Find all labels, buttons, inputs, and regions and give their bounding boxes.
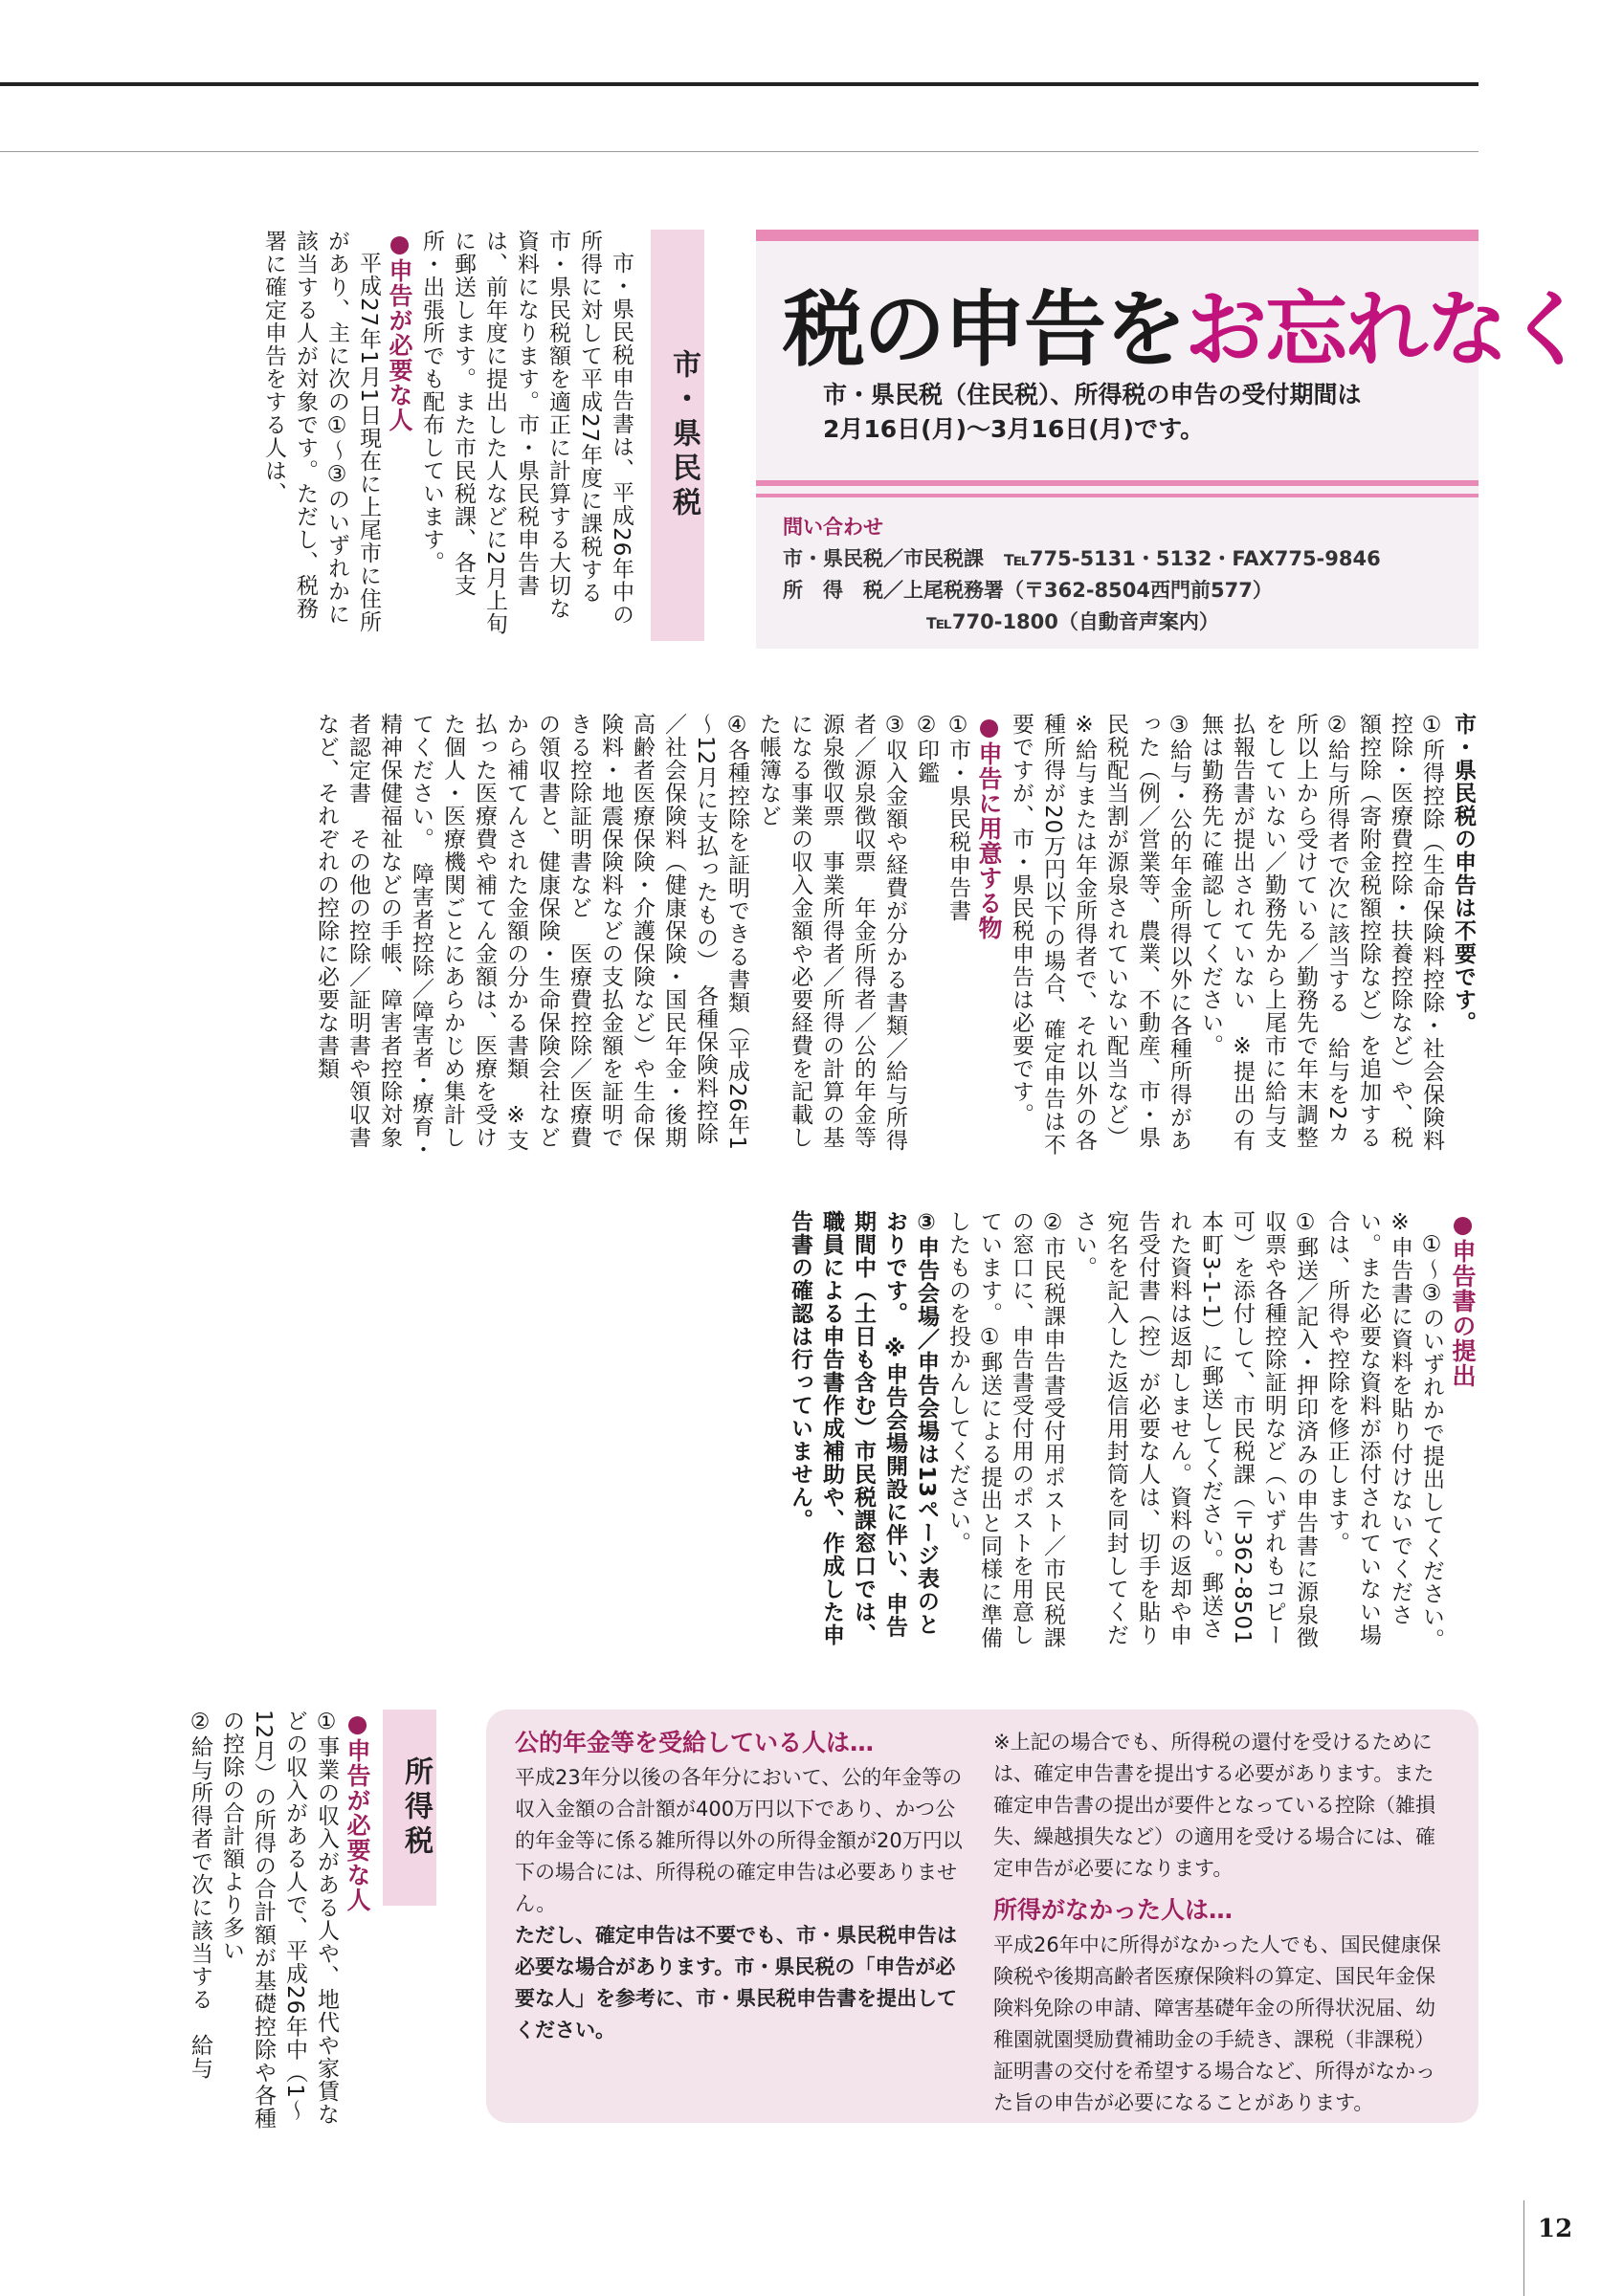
title-part-a: 税の申告を — [783, 282, 1185, 378]
inquiry-income-tax: 所 得 税／上尾税務署（〒362-8504西門前577） — [783, 579, 1273, 602]
city-submit-column — [172, 1210, 1478, 1664]
note-pension-text: 平成23年分以後の各年分において、公的年金等の収入金額の合計額が400万円以下であり、かつ公的年金等に係る雑所得以外の所得金額が20万円以下の場合には、所得税の確定申告は必要ありません。 — [515, 1766, 963, 1915]
bring-item-4: ④各種控除を証明できる書類（平成26年1～12月に支払ったもの） 各種保険料控除／社会保険料（健康保険・国民年金・後期高齢者医療保険・介護保険など）や生命保険料・地震保険料などの支払金額を証明できる控除証明書など 医療費控除／医療費の領収書と、健康保険・生命保険会社などから補てんされた金額の分かる書類 ※支払った医療費や補てん金額は、医療を受けた個人・医療機関ごとにあらかじめ集計してください。 障害者控除／障害者・療育・精神保健福祉などの手帳、障害者控除対象者認定書 その他の控除／証明書や領収書など、それぞれの控除に必要な書類 — [314, 713, 749, 1161]
heading-city-submit: ●申告書の提出 — [1449, 1210, 1477, 1388]
page-number-rule — [1523, 2200, 1524, 2296]
note-heading-no-income: 所得がなかった人は… — [993, 1896, 1234, 1924]
note-box — [486, 1710, 1478, 2123]
inquiry-phone: ℡770-1800（自動音声案内） — [926, 610, 1219, 633]
title-subtitle — [823, 378, 1435, 447]
note-no-income-text: 平成26年中に所得がなかった人でも、国民健康保険税や後期高齢者医療保険料の算定、国民年金保険料免除の申請、障害基礎年金の所得状況届、幼稚園就園奨励費補助金の手続き、課税（非課税）証明書の交付を希望する場合など、所得がなかった旨の申告が必要になることがあります。 — [993, 1933, 1441, 2114]
submit-method-1: ①郵送／記入・押印済みの申告書に源泉徴収票や各種控除証明など（いずれもコピー可）を添付して、市民税課（〒362-8501本町3-1-1）に郵送してください。郵送された資料は返却しません。資料の返却や申告受付書（控）が必要な人は、切手を貼り宛名を記入した返信用封筒を同封してください。 — [1072, 1210, 1318, 1649]
title-box — [756, 230, 1587, 649]
title-top-band — [756, 230, 1478, 241]
heading-city-bring: ●申告に用意する物 — [975, 713, 1003, 940]
title-part-b: お忘れなく — [1185, 282, 1587, 378]
submit-method-3: ③申告会場／申告会場は13ページ表のとおりです。 ※申告会場開設に伴い、申告期間中（土日も含む）市民税課窓口では、職員による申告書作成補助や、作成した申告書の確認は行っていません。 — [788, 1210, 939, 1646]
submit-method-2: ②市民税課申告書受付用ポスト／市民税課の窓口に、申告書受付用のポストを用意しています。①郵送による提出と同様に準備したものを投かんしてください。 — [945, 1210, 1065, 1649]
heading-income-need: ●申告が必要な人 — [344, 1710, 371, 1912]
bring-item-3: ③収入金額や経費が分かる書類／給与所得者／源泉徴収票 年金所得者／公的年金等源泉徴収票 事業所得者／所得の計算の基になる事業の収入金額や必要経費を記載した帳簿など — [756, 713, 907, 1152]
city-not-required: 市・県民税の申告は不要です。 — [1451, 713, 1476, 1034]
heading-city-need: ●申告が必要な人 — [386, 230, 413, 432]
note-column-left — [515, 1727, 965, 2046]
note-column-right — [993, 1727, 1453, 2119]
subtitle-line-2: 2月16日(月)～3月16日(月)です。 — [823, 415, 1205, 443]
title-divider-2 — [756, 494, 1478, 497]
income-column — [134, 1710, 373, 2130]
city-middle-column — [115, 713, 1478, 1162]
city-item-2: ②給与所得者で次に該当する 給与を2カ所以上から受けている／勤務先で年末調整をしていない／勤務先から上尾市に給与支払報告書が提出されていない ※提出の有無は勤務先に確認してください。 — [1198, 713, 1349, 1152]
city-intro-column — [115, 230, 636, 641]
section-tab-city-tax: 市・県民税 — [651, 230, 704, 641]
city-need-text: 平成27年1月1日現在に上尾市に住所があり、主に次の①～③のいずれかに該当する人が対象です。ただし、税務署に確定申告をする人は、 — [261, 230, 381, 633]
bring-item-1: ①市・県民税申告書 — [945, 713, 970, 922]
header-rule — [0, 82, 1478, 86]
page-number: 12 — [1538, 2215, 1573, 2243]
note-heading-pension: 公的年金等を受給している人は… — [515, 1729, 875, 1756]
city-intro-text: 市・県民税申告書は、平成26年中の所得に対して平成27年度に課税する市・県民税額を適正に計算する大切な資料になります。市・県民税申告書は、前年度に提出した人などに2月上旬に郵送します。また市民税課、各支所・出張所でも配布しています。 — [419, 230, 634, 635]
city-item-1: ①所得控除（生命保険料控除・社会保険料控除・医療費控除・扶養控除など）や、税額控除（寄附金税額控除など）を追加する — [1356, 713, 1444, 1152]
title-divider-1 — [756, 480, 1478, 486]
bring-item-2: ②印鑑 — [914, 713, 939, 784]
income-item-1: ①事業の収入がある人や、地代や家賃などの収入がある人で、平成26年中（1～12月）の所得の合計額が基礎控除や各種の控除の合計額より多い — [219, 1710, 339, 2130]
inquiry-label: 問い合わせ — [783, 516, 883, 539]
subtitle-line-1: 市・県民税（住民税）、所得税の申告の受付期間は — [823, 381, 1362, 408]
inquiry-block — [783, 512, 1381, 638]
section-tab-income-tax: 所得税 — [383, 1710, 436, 1906]
inquiry-city-tax: 市・県民税／市民税課 ℡775-5131・5132・FAX775-9846 — [783, 547, 1381, 570]
note-pension-bold: ただし、確定申告は不要でも、市・県民税申告は必要な場合があります。市・県民税の「申告が必要な人」を参考に、市・県民税申告書を提出してください。 — [515, 1924, 957, 2042]
page-title — [783, 263, 1587, 382]
city-item-3: ③給与・公的年金所得以外に各種所得があった（例／営業等、農業、不動産、市・県民税配当割が源泉されていない配当など） ※給与または年金所得者で、それ以外の各種所得が20万円以下の場合、確定申告は不要ですが、市・県民税申告は必要です。 — [1009, 713, 1191, 1161]
note-pension-continued: ※上記の場合でも、所得税の還付を受けるためには、確定申告書を提出する必要があります。また確定申告書の提出が要件となっている控除（雑損失、繰越損失など）の適用を受ける場合には、確定申告が必要になります。 — [993, 1731, 1435, 1880]
submit-intro: ①～③のいずれかで提出してください。 ※申告書に資料を貼り付けないでください。また必要な資料が添付されていない場合は、所得や控除を修正します。 — [1324, 1210, 1444, 1664]
income-item-2: ②給与所得者で次に該当する 給与 — [188, 1710, 212, 2080]
header-thin-rule — [0, 151, 1478, 152]
